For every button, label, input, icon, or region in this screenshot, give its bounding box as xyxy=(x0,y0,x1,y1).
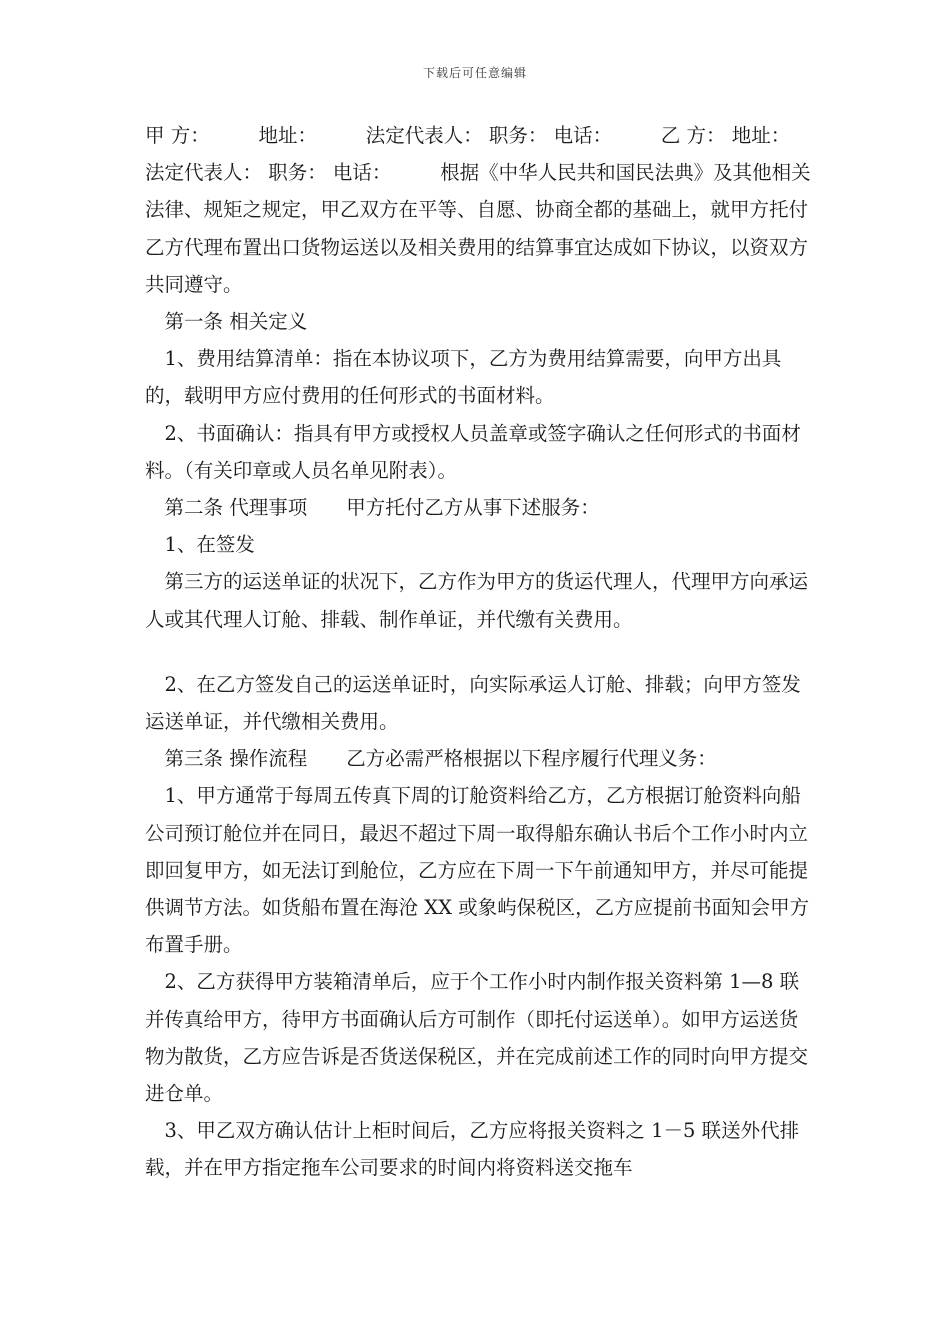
paragraph-article-1-item-1: 1、费用结算清单：指在本协议项下，乙方为费用结算需要，向甲方出具的，载明甲方应付费用的任何形式的书面材料。 xyxy=(145,347,782,408)
paragraph-article-3-item-3: 3、甲乙双方确认估计上柜时间后，乙方应将报关资料之 1－5 联送外代排载，并在甲方指定拖车公司要求的时间内将资料送交拖车 xyxy=(145,1119,800,1180)
paragraph-article-2-title: 第二条 代理事项 甲方托付乙方从事下述服务： xyxy=(145,496,600,520)
paragraph-article-3-item-1: 1、甲方通常于每周五传真下周的订舱资料给乙方，乙方根据订舱资料向船公司预订舱位并在同日，最迟不超过下周一取得船东确认书后个工作小时内立即回复甲方，如无法订到舱位，乙方应在下周一下午前通知甲方，并尽可能提供调节方法。如货船布置在海沧 XX 或象屿保税区，乙方应提前书面知会甲方布置手册。 xyxy=(145,784,810,957)
paragraph-article-3-item-2: 2、乙方获得甲方装箱清单后，应于个工作小时内制作报关资料第 1—8 联并传真给甲方，待甲方书面确认后方可制作（即托付运送单）。如甲方运送货物为散货，乙方应告诉是否货送保税区，并在完成前述工作的同时向甲方提交进仓单。 xyxy=(145,970,809,1106)
contract-body xyxy=(145,117,840,1187)
paragraph-preamble: 甲 方： 地址： 法定代表人： 职务： 电话： 乙 方： 地址： 法定代表人： 职务： 电话： 根据《中华人民共和国民法典》及其他相关法律、规矩之规定，甲乙双方在平等、自愿、协商全都的基础上，就甲方托付乙方代理布置出口货物运送以及相关费用的结算事宜达成如下协议，以资双方共同遵守。 xyxy=(145,124,840,296)
paragraph-article-1-item-2: 2、书面确认：指具有甲方或授权人员盖章或签字确认之任何形式的书面材料。（有关印章或人员名单见附表）。 xyxy=(145,421,801,482)
paragraph-article-2-item-1-cont: 第三方的运送单证的状况下，乙方作为甲方的货运代理人，代理甲方向承运人或其代理人订舱、排载、制作单证，并代缴有关费用。 xyxy=(145,570,809,631)
paragraph-article-1-title: 第一条 相关定义 xyxy=(145,310,308,334)
paragraph-gap xyxy=(145,638,815,666)
paragraph-article-2-item-1: 1、在签发 xyxy=(145,533,255,557)
paragraph-article-3-title: 第三条 操作流程 乙方必需严格根据以下程序履行代理义务： xyxy=(145,747,717,771)
page-header-note: 下载后可任意编辑 xyxy=(422,66,527,80)
paragraph-article-2-item-2: 2、在乙方签发自己的运送单证时，向实际承运人订舱、排载；向甲方签发运送单证，并代缴相关费用。 xyxy=(145,672,801,734)
